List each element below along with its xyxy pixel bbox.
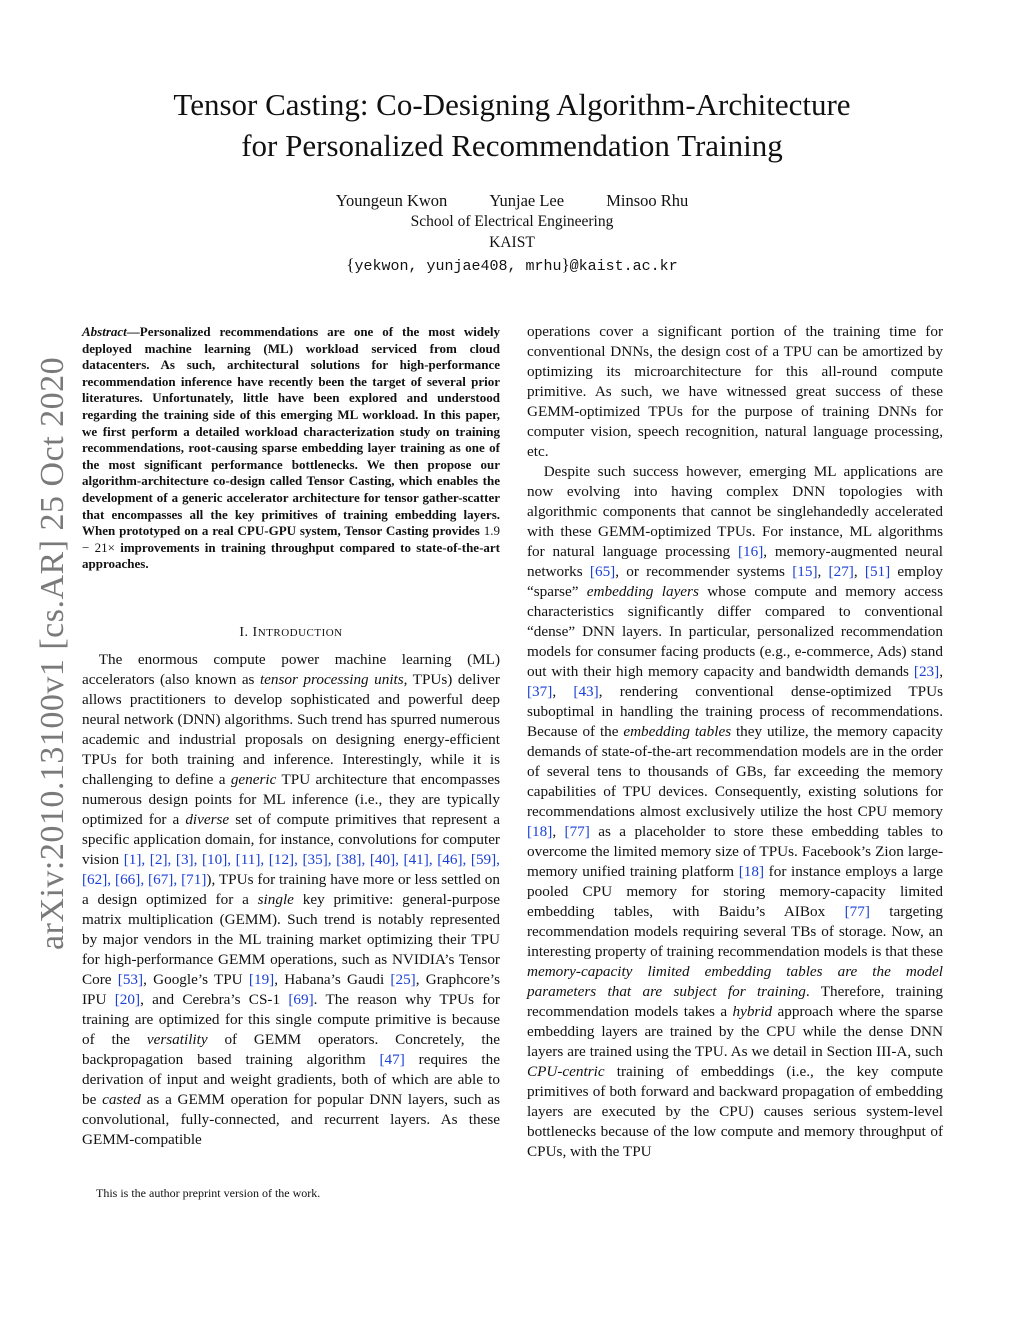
text-run: , and Cerebra’s CS-1	[140, 991, 289, 1008]
citation-link[interactable]: [47]	[379, 1051, 405, 1068]
citation-link[interactable]: [19]	[248, 971, 275, 988]
emphasis: CPU-centric	[527, 1063, 605, 1080]
citation-link[interactable]: [25]	[390, 971, 416, 988]
text-run: key primitive: general-purpose matrix multiplication (GEMM). Such trend is notably represented by major vendors in the ML training market optimizing their TPU for high-performance GEMM operations, such as NVIDIA’s Tensor Core	[82, 891, 501, 988]
text-run: , memory-augmented neural networks	[527, 543, 944, 580]
author-1: Youngeun Kwon	[335, 191, 448, 210]
text-run: set of compute primitives that represent a specific application domain, for instance, convolutions for computer vision	[82, 811, 501, 868]
abstract-dash: —	[126, 324, 140, 339]
text-run: ,	[552, 823, 565, 840]
left-column	[82, 650, 500, 1150]
text-run: ), TPUs for training have more or less settled on a design optimized for a	[82, 871, 500, 908]
abstract-text-1: Personalized recommendations are one of the most widely deployed machine learning (ML) workload serviced from cloud datacenters. As such, architectural solutions for high-performance recommendation inference have recently been the target of several prior literatures. Unfortunately, little have been explored and understood regarding the training side of this emerging ML workload. In this paper, we first perform a detailed workload characterization study on training recommendations, root-causing sparse embedding layer training as one of the most significant performance bottlenecks. We then propose our algorithm-architecture co-design called Tensor Casting, which enables the development of a generic accelerator architecture for tensor gather-scatter that encompasses all the key primitives of training embedding layers. When prototyped on a real CPU-GPU system, Tensor Casting provides	[82, 324, 500, 539]
email-domain: @kaist.ac.kr	[569, 258, 678, 275]
emphasis: tensor processing units	[259, 671, 404, 688]
text-run: targeting recommendation models requiring several TBs of storage. Now, an interesting property of training recommendation models is that these	[527, 903, 943, 960]
citation-link[interactable]: [16]	[737, 543, 764, 560]
title-line-2: for Personalized Recommendation Training	[241, 128, 783, 163]
text-run: Despite such success however, emerging ML applications are now evolving into having complex DNN topologies with algorithmic components that cannot be singlehandedly accelerated with these GEMM-optimized TPUs. For instance, ML algorithms for natural language processing	[527, 463, 943, 560]
author-emails[interactable]	[0, 255, 1024, 275]
intro-paragraph-2	[527, 462, 943, 1162]
paper-title	[0, 84, 1024, 166]
text-run: The enormous compute power machine learning (ML) accelerators (also known as	[82, 651, 500, 688]
emphasis: hybrid	[732, 1003, 773, 1020]
text-run: for instance employs a large pooled CPU memory for storing memory-capacity limited embedding tables, with Baidu’s AIBox	[527, 863, 943, 920]
text-run: , Google’s TPU	[143, 971, 249, 988]
text-run: , rendering conventional dense-optimized TPUs suboptimal in handling the training process of recommendations. Because of the	[527, 683, 944, 740]
emphasis: casted	[102, 1091, 141, 1108]
section-title-rest: NTRODUCTION	[257, 627, 343, 639]
text-run: , or recommender systems	[615, 563, 793, 580]
text-run: ,	[853, 563, 865, 580]
text-run: approach where the sparse embedding layers are trained by the CPU while the dense DNN layers are trained using the TPU. As we detail in Section III-A, such	[527, 1003, 944, 1060]
text-run: . The reason why TPUs for training are optimized for this single compute primitive is because of the	[82, 991, 500, 1048]
intro-paragraph-1	[82, 650, 500, 1150]
citation-link[interactable]: [43]	[573, 683, 599, 700]
citation-link[interactable]: [51]	[864, 563, 891, 580]
email-brace-open: {	[346, 255, 355, 274]
citation-link[interactable]: [37]	[527, 683, 553, 700]
abstract-math: 1.9 − 21×	[82, 523, 500, 555]
emphasis: single	[257, 891, 294, 908]
citation-link[interactable]: [23]	[913, 663, 940, 680]
text-run: TPU architecture that encompasses numerous design points for ML inference (i.e., they are typically optimized for a	[82, 771, 500, 828]
section-heading-introduction	[82, 625, 500, 641]
emphasis: memory-capacity limited embedding tables are the model parameters that are subject for training	[527, 963, 943, 1000]
author-3: Minsoo Rhu	[606, 191, 689, 210]
text-run: , TPUs) deliver allows practitioners to develop sophisticated and powerful deep neural network (DNN) algorithms. Such trend has spurred numerous academic and industrial proposals on designing energy-efficient TPUs for both training and inference. Interestingly, while it is challenging to define a	[82, 671, 500, 788]
text-run: requires the derivation of input and weight gradients, both of which are able to be	[82, 1051, 500, 1108]
text-run: they utilize, the memory capacity demands of state-of-the-art recommendation models are in the order of several tens to thousands of GBs, far exceeding the memory capabilities of TPU devices. Consequently, existing solutions for recommendations almost exclusively utilize the host CPU memory	[527, 723, 943, 820]
text-run: ,	[939, 663, 943, 680]
footnote: This is the author preprint version of the work.	[96, 1186, 321, 1200]
emphasis: embedding tables	[623, 723, 732, 740]
author-2: Yunjae Lee	[489, 191, 565, 210]
affiliation-institution: KAIST	[489, 234, 535, 251]
citation-link[interactable]: [77]	[844, 903, 870, 920]
section-number: I.	[239, 625, 253, 640]
text-run: as a GEMM operation for popular DNN layers, such as convolutional, fully-connected, and recurrent layers. As these GEMM-compatible	[82, 1091, 500, 1148]
citation-link[interactable]: [27]	[828, 563, 854, 580]
text-run: ,	[552, 683, 574, 700]
right-column	[527, 322, 943, 1162]
citation-link[interactable]: [15]	[792, 563, 818, 580]
citation-link[interactable]: [69]	[288, 991, 314, 1008]
emphasis: embedding layers	[586, 583, 699, 600]
citation-link[interactable]: [20]	[114, 991, 141, 1008]
email-users: yekwon, yunjae408, mrhu	[354, 258, 562, 275]
text-run: , Habana’s Gaudi	[274, 971, 391, 988]
emphasis: versatility	[146, 1031, 208, 1048]
citation-link[interactable]: [53]	[117, 971, 144, 988]
text-run: , Graphcore’s IPU	[82, 971, 501, 1008]
text-run: of GEMM operators. Concretely, the backpropagation based training algorithm	[82, 1031, 500, 1068]
text-run: whose compute and memory access characteristics significantly differ compared to conventional “dense” DNN layers. In particular, personalized recommendation models for consumer facing products (e.g., e-commerce, Ads) stand out with their high memory capacity and bandwidth demands	[527, 583, 943, 680]
text-run: as a placeholder to store these embedding tables to overcome the limited memory size of TPUs. Facebook’s Zion large-memory unified training platform	[527, 823, 944, 880]
citation-link[interactable]: [1], [2], [3], [10], [11], [12], [35], [38], [40], [41], [46], [59], [62], [66], [67], [71]	[82, 851, 500, 888]
author-list	[0, 191, 1024, 211]
citation-link[interactable]: [18]	[527, 823, 553, 840]
text-run: training of embeddings (i.e., the key compute primitives of both forward and backward propagation of embedding layers are executed by the CPU) causes serious system-level bottlenecks because of the low compute and memory throughput of CPUs, with the TPU	[527, 1063, 943, 1160]
emphasis: diverse	[185, 811, 230, 828]
emphasis: generic	[230, 771, 277, 788]
text-run: . Therefore, training recommendation models takes a	[527, 983, 943, 1020]
intro-paragraph-continued: operations cover a significant portion of the training time for conventional DNNs, the design cost of a TPU can be amortized by optimizing its microarchitecture for this all-round compute primitive. As such, we have witnessed great success of these GEMM-optimized TPUs for the purpose of training DNNs for computer vision, speech recognition, natural language processing, etc.	[527, 323, 943, 460]
arxiv-identifier[interactable]: arXiv:2010.13100v1 [cs.AR] 25 Oct 2020	[34, 356, 71, 950]
affiliation-school: School of Electrical Engineering	[410, 213, 614, 230]
email-brace-close: }	[561, 255, 570, 274]
citation-link[interactable]: [77]	[564, 823, 590, 840]
text-run: ,	[817, 563, 829, 580]
abstract-text-2: improvements in training throughput compared to state-of-the-art approaches.	[82, 539, 500, 572]
title-line-1: Tensor Casting: Co-Designing Algorithm-Architecture	[173, 87, 851, 122]
section-title-initial: I	[252, 625, 258, 640]
abstract	[82, 324, 500, 573]
abstract-label: Abstract	[82, 324, 127, 339]
citation-link[interactable]: [65]	[589, 563, 616, 580]
citation-link[interactable]: [18]	[738, 863, 765, 880]
text-run: employ “sparse”	[527, 563, 943, 600]
